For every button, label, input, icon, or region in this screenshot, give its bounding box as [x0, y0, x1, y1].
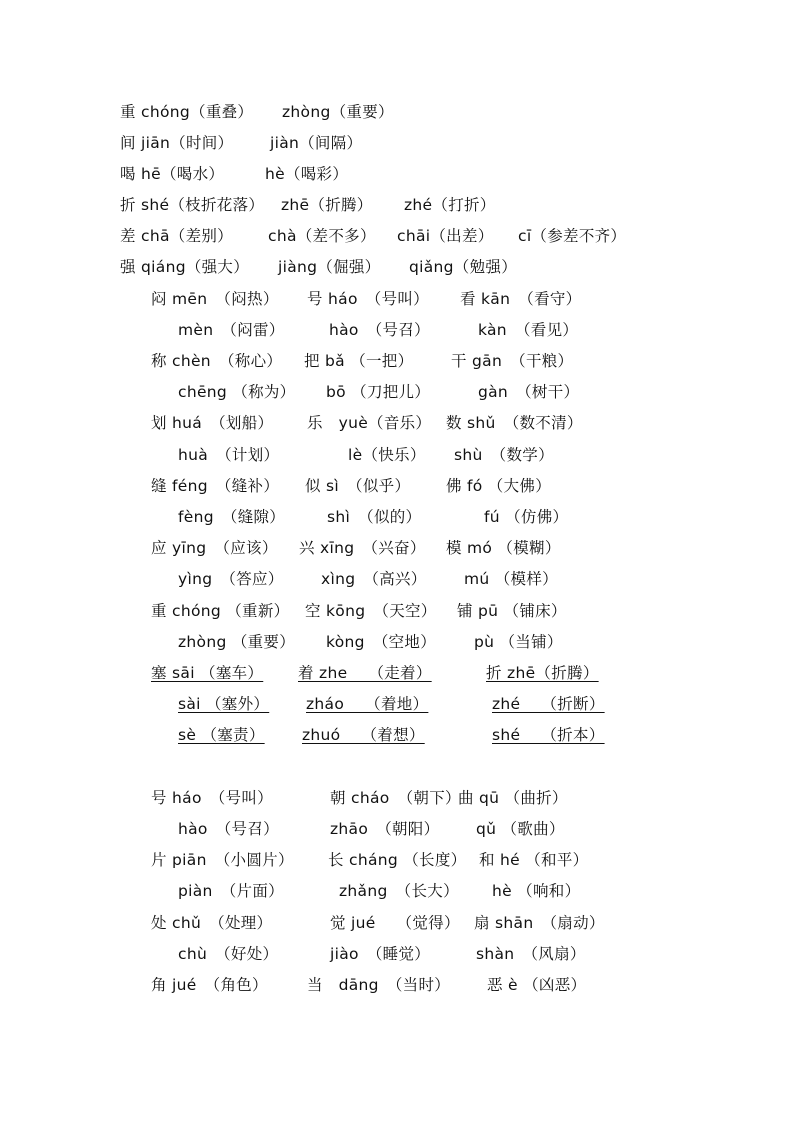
pronunciation-entry: kòng （空地） — [326, 633, 437, 651]
pronunciation-row — [0, 225, 794, 247]
pronunciation-entry: mèn （闷雷） — [178, 321, 285, 339]
pronunciation-entry: 闷 mēn （闷热） — [151, 290, 279, 308]
pronunciation-entry: 朝 cháo （朝下） — [330, 789, 461, 807]
pronunciation-entry: jiàn（间隔） — [270, 134, 363, 152]
pronunciation-row — [0, 194, 794, 216]
pronunciation-row — [0, 444, 794, 466]
pronunciation-entry: jiàng（倔强） — [278, 258, 381, 276]
pronunciation-row — [0, 101, 794, 123]
pronunciation-entry: chà（差不多） — [268, 227, 376, 245]
pronunciation-entry: bō （刀把儿） — [326, 383, 431, 401]
pronunciation-entry: 划 huá （划船） — [151, 414, 274, 432]
pronunciation-entry: zhē（折腾） — [281, 196, 373, 214]
pronunciation-entry: zhuó （着想） — [302, 726, 425, 744]
pronunciation-entry: 重 chóng （重新） — [151, 602, 290, 620]
pronunciation-entry: zháo （着地） — [306, 695, 429, 713]
pronunciation-row — [0, 537, 794, 559]
pronunciation-row — [0, 880, 794, 902]
pronunciation-entry: 扇 shān （扇动） — [474, 914, 605, 932]
pronunciation-row — [0, 381, 794, 403]
pronunciation-entry: zhǎng （长大） — [339, 882, 459, 900]
pronunciation-row — [0, 568, 794, 590]
pronunciation-entry: cī（参差不齐） — [518, 227, 627, 245]
pronunciation-entry: zhòng （重要） — [178, 633, 296, 651]
pronunciation-entry: 处 chǔ （处理） — [151, 914, 273, 932]
pronunciation-entry: 塞 sāi （塞车） — [151, 664, 264, 682]
pronunciation-entry: 片 piān （小圆片） — [151, 851, 294, 869]
pronunciation-entry: 长 cháng （长度） — [328, 851, 467, 869]
pronunciation-row — [0, 163, 794, 185]
pronunciation-entry: 号 háo （号叫） — [307, 290, 429, 308]
pronunciation-entry: shé （折本） — [492, 726, 605, 744]
pronunciation-row — [0, 724, 794, 746]
pronunciation-row — [0, 818, 794, 840]
pronunciation-row — [0, 912, 794, 934]
pronunciation-row — [0, 943, 794, 965]
pronunciation-row — [0, 662, 794, 684]
pronunciation-row — [0, 631, 794, 653]
pronunciation-entry: 恶 è （凶恶） — [487, 976, 587, 994]
pronunciation-entry: zhòng（重要） — [282, 103, 394, 121]
pronunciation-entry: piàn （片面） — [178, 882, 284, 900]
pronunciation-entry: fèng （缝隙） — [178, 508, 286, 526]
pronunciation-entry: shàn （风扇） — [476, 945, 586, 963]
pronunciation-row — [0, 600, 794, 622]
pronunciation-entry: 间 jiān（时间） — [120, 134, 234, 152]
pronunciation-entry: hè（喝彩） — [265, 165, 349, 183]
pronunciation-entry: shù （数学） — [454, 446, 554, 464]
pronunciation-entry: 乐 yuè（音乐） — [307, 414, 432, 432]
pronunciation-row — [0, 974, 794, 996]
pronunciation-entry: zhé（打折） — [404, 196, 496, 214]
pronunciation-entry: sè （塞责） — [178, 726, 265, 744]
pronunciation-entry: 空 kōng （天空） — [305, 602, 437, 620]
pronunciation-entry: zhé （折断） — [492, 695, 605, 713]
pronunciation-entry: 着 zhe （走着） — [298, 664, 432, 682]
pronunciation-entry: gàn （树干） — [478, 383, 580, 401]
pronunciation-row — [0, 350, 794, 372]
pronunciation-entry: qiǎng（勉强） — [409, 258, 518, 276]
pronunciation-entry: 当 dāng （当时） — [307, 976, 451, 994]
pronunciation-entry: mú （模样） — [464, 570, 558, 588]
pronunciation-entry: 角 jué （角色） — [151, 976, 268, 994]
pronunciation-entry: 喝 hē（喝水） — [120, 165, 225, 183]
pronunciation-entry: 看 kān （看守） — [460, 290, 582, 308]
pronunciation-entry: 干 gān （干粮） — [451, 352, 574, 370]
pronunciation-entry: 铺 pū （铺床） — [457, 602, 567, 620]
pronunciation-entry: 似 sì （似乎） — [305, 477, 411, 495]
pronunciation-entry: 把 bǎ （一把） — [304, 352, 414, 370]
pronunciation-entry: 佛 fó （大佛） — [446, 477, 551, 495]
pronunciation-entry: hào （号召） — [329, 321, 430, 339]
pronunciation-row — [0, 132, 794, 154]
pronunciation-entry: chù （好处） — [178, 945, 279, 963]
pronunciation-entry: hào （号召） — [178, 820, 279, 838]
pronunciation-entry: lè（快乐） — [348, 446, 426, 464]
pronunciation-row — [0, 319, 794, 341]
pronunciation-entry: qǔ （歌曲） — [476, 820, 565, 838]
pronunciation-entry: 应 yīng （应该） — [151, 539, 278, 557]
pronunciation-entry: 模 mó （模糊） — [446, 539, 561, 557]
pronunciation-entry: chāi（出差） — [397, 227, 494, 245]
pronunciation-entry: pù （当铺） — [474, 633, 563, 651]
pronunciation-entry: 曲 qū （曲折） — [458, 789, 568, 807]
pronunciation-entry: 差 chā（差别） — [120, 227, 233, 245]
pronunciation-entry: huà （计划） — [178, 446, 280, 464]
pronunciation-entry: yìng （答应） — [178, 570, 284, 588]
pronunciation-entry: sài （塞外） — [178, 695, 270, 713]
pronunciation-entry: 折 shé（枝折花落） — [120, 196, 265, 214]
pronunciation-row — [0, 412, 794, 434]
pronunciation-entry: 号 háo （号叫） — [151, 789, 273, 807]
pronunciation-entry: 缝 féng （缝补） — [151, 477, 280, 495]
pronunciation-entry: 重 chóng（重叠） — [120, 103, 254, 121]
pronunciation-row — [0, 849, 794, 871]
pronunciation-entry: 强 qiáng（强大） — [120, 258, 250, 276]
pronunciation-entry: jiào （睡觉） — [330, 945, 431, 963]
pronunciation-entry: zhāo （朝阳） — [330, 820, 440, 838]
pronunciation-entry: 兴 xīng （兴奋） — [299, 539, 426, 557]
pronunciation-entry: hè （响和） — [492, 882, 581, 900]
pronunciation-row — [0, 506, 794, 528]
pronunciation-entry: shì （似的） — [327, 508, 422, 526]
pronunciation-entry: chēng （称为） — [178, 383, 296, 401]
pronunciation-entry: fú （仿佛） — [484, 508, 569, 526]
pronunciation-row — [0, 256, 794, 278]
pronunciation-entry: 觉 jué （觉得） — [330, 914, 460, 932]
pronunciation-row — [0, 288, 794, 310]
pronunciation-entry: 称 chèn （称心） — [151, 352, 283, 370]
pronunciation-entry: xìng （高兴） — [321, 570, 427, 588]
pronunciation-row — [0, 693, 794, 715]
pronunciation-row — [0, 787, 794, 809]
pronunciation-entry: kàn （看见） — [478, 321, 579, 339]
pronunciation-entry: 折 zhē（折腾） — [486, 664, 599, 682]
pronunciation-row — [0, 475, 794, 497]
pronunciation-entry: 和 hé （和平） — [479, 851, 589, 869]
pronunciation-entry: 数 shǔ （数不清） — [446, 414, 583, 432]
